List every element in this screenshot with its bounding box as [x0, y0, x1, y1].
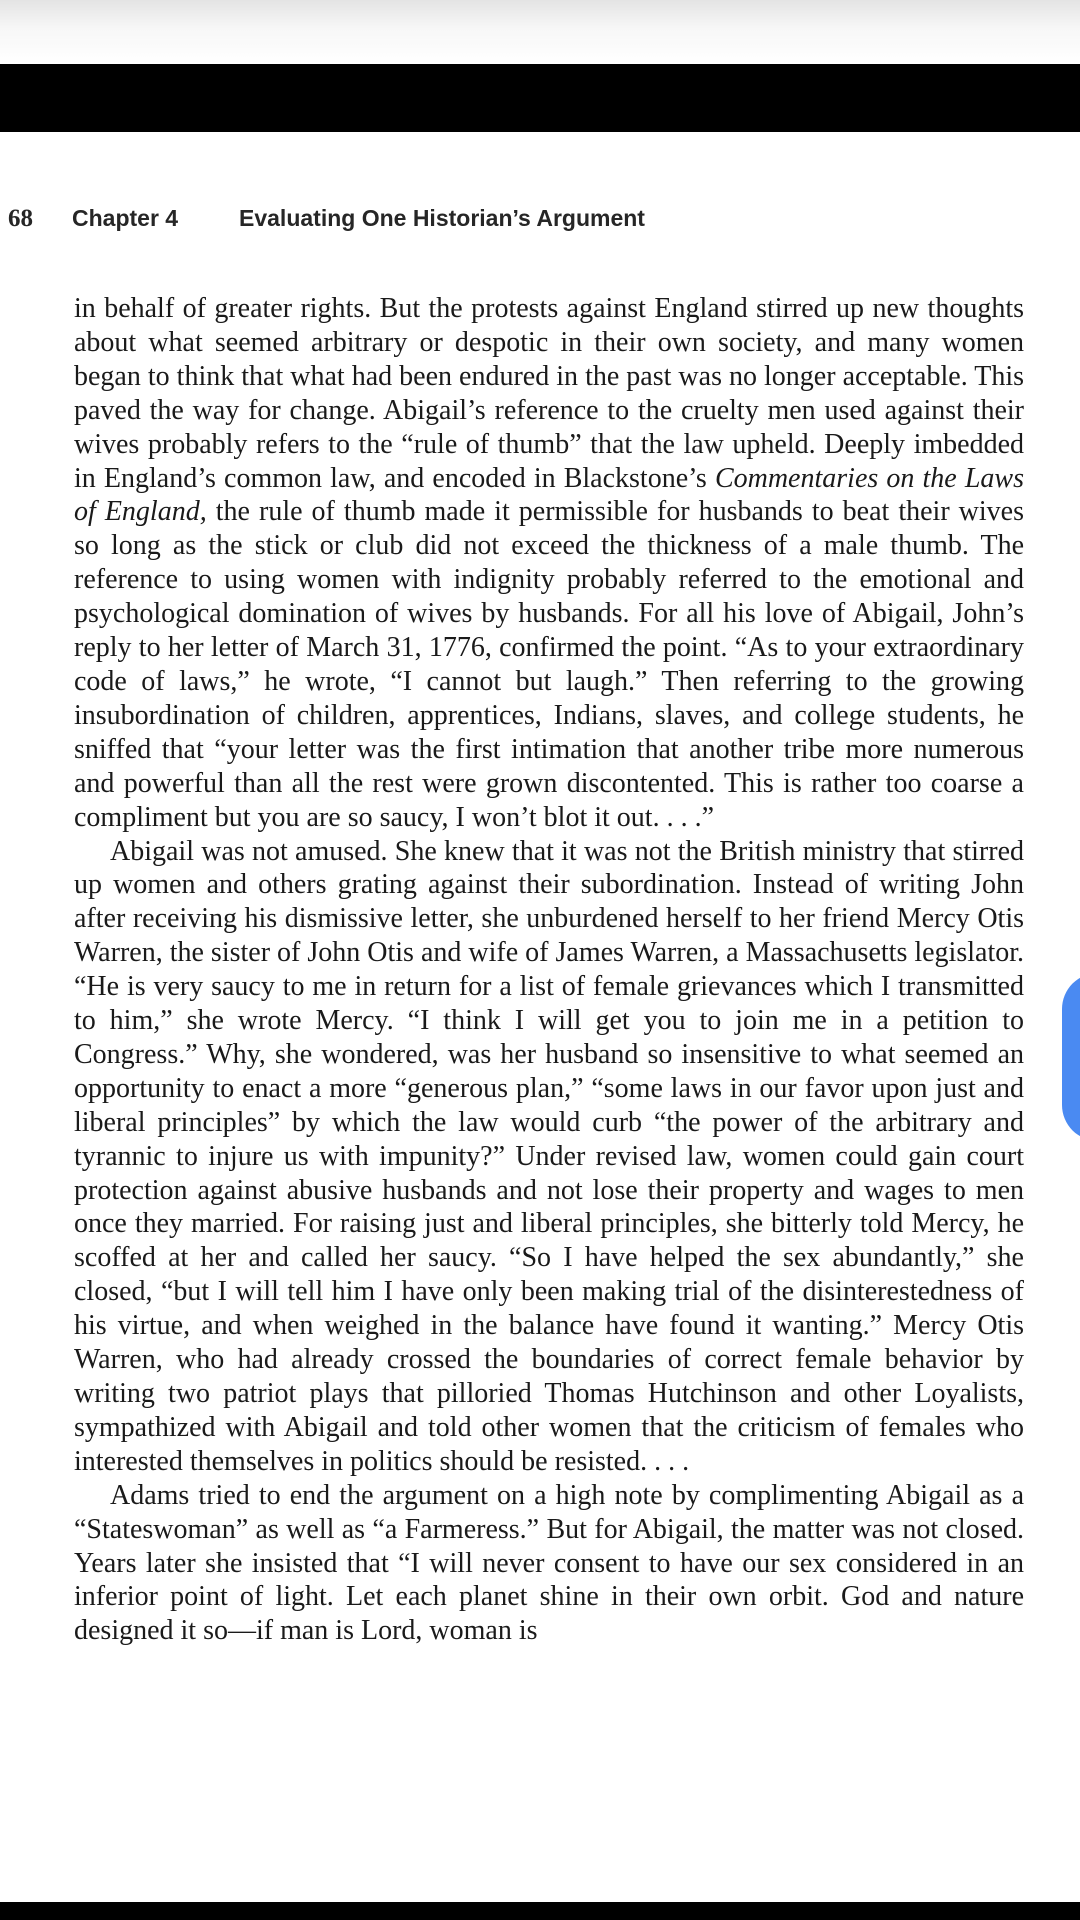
- paragraph-1-text-b: the rule of thumb made it permissible for husbands to beat their wives so long as the stick or club did not exceed the thickness of a male thumb. The reference to using women with indignity probably referred to the emotional and psychological domination of wives by husbands. For all his love of Abigail, John’s reply to her letter of March 31, 1776, confirmed the point. “As to your extraordinary code of laws,” he wrote, “I cannot but laugh.” Then referring to the growing insubordination of children, apprentices, Indians, slaves, and college students, he sniffed that “your letter was the first intimation that another tribe more numerous and powerful than all the rest were grown discontented. This is rather too coarse a compliment but you are so saucy, I won’t blot it out. . . .”: [74, 496, 1025, 833]
- paragraph-2: Abigail was not amused. She knew that it was not the British ministry that stirred up women and others grating against their subordination. Instead of writing John after receiving his dismissive letter, she unburdened herself to her friend Mercy Otis Warren, the sister of John Otis and wife of James Warren, a Massachusetts legislator. “He is very saucy to me in return for a list of female grievances which I transmitted to him,” she wrote Mercy. “I think I will get you to join me in a petition to Congress.” Why, she wondered, was her husband so insensitive to what seemed an opportunity to enact a more “generous plan,” “some laws in our favor upon just and liberal principles” by which the law would curb “the power of the arbitrary and tyrannic to injure us with impunity?” Under revised law, women could gain court protection against abusive husbands and not lose their property and wages to men once they married. For raising just and liberal principles, she bitterly told Mercy, he scoffed at her and called her saucy. “So I have helped the sex abundantly,” she closed, “but I will tell him I have only been making trial of the disinterestedness of his virtue, and when weighed in the balance have found it wanting.” Mercy Otis Warren, who had already crossed the boundaries of correct female behavior by writing two patriot plays that pilloried Thomas Hutchinson and other Loyalists, sympathized with Abigail and told other women that the criticism of females who interested themselves in politics should be resisted. . . .: [74, 835, 1024, 1477]
- top-status-strip: [0, 0, 1080, 64]
- paragraph-3: Adams tried to end the argument on a high note by complimenting Abigail as a “Stateswoman” as well as “a Farmeress.” But for Abigail, the matter was not closed. Years later she insisted that “I will never consent to have our sex considered in an inferior point of light. Let each planet shine in their own orbit. God and nature designed it so—if man is Lord, woman is: [74, 1479, 1024, 1647]
- chapter-label: Chapter 4: [72, 205, 179, 231]
- running-head: [0, 205, 1080, 245]
- page-number: 68: [8, 205, 33, 232]
- top-black-bar: [0, 64, 1080, 132]
- side-scroll-tab[interactable]: [1062, 973, 1080, 1141]
- book-title-italic: Commentaries on the Laws of England,: [74, 462, 1024, 528]
- paragraph-1-text-a: in behalf of greater rights. But the protests against England stirred up new thoughts about what seemed arbitrary or despotic in their own society, and many women began to think that what had been endured in the past was no longer acceptable. This paved the way for change. Abigail’s reference to the cruelty men used against their wives probably refers to the “rule of thumb” that the law upheld. Deeply imbedded in England’s common law, and encoded in Blackstone’s: [74, 293, 1024, 494]
- body-text: [74, 292, 1024, 1648]
- bottom-black-bar: [0, 1902, 1080, 1920]
- section-title: Evaluating One Historian’s Argument: [239, 205, 645, 231]
- paragraph-1: [74, 292, 1024, 835]
